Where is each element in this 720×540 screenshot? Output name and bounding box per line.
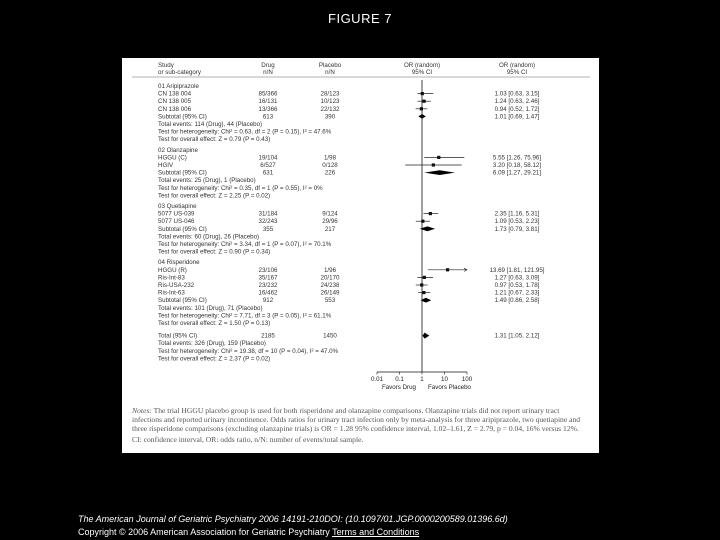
header-study: Study <box>158 62 174 69</box>
total-drug: 2185 <box>261 332 275 340</box>
group-stat-line: Test for heterogeneity: Chi² = 0.63, df = 2 (P = 0.15), I² = 47.6% <box>158 128 332 136</box>
header-placebo-nn: n/N <box>325 69 335 76</box>
group-label: 02 Olanzapine <box>158 146 198 154</box>
or-value-text: 2.35 [1.16, 5.31] <box>494 210 540 218</box>
placebo-events: 20/170 <box>320 274 340 282</box>
study-row-point <box>446 268 449 271</box>
drug-events: 6/527 <box>260 162 276 169</box>
study-label: HGGU (C) <box>158 154 187 162</box>
study-row-point <box>423 100 426 103</box>
placebo-events: 24/238 <box>320 282 340 289</box>
drug-events: 23/106 <box>258 266 278 274</box>
group-label: 04 Risperidone <box>158 259 200 267</box>
group-stat-line: Total events: 114 (Drug), 44 (Placebo) <box>158 121 263 128</box>
study-label: CN 138 004 <box>158 90 192 98</box>
header-drug: Drug <box>261 62 275 69</box>
figure-notes <box>132 406 590 445</box>
or-value-text: 5.55 [1.26, 75.96] <box>492 154 542 162</box>
group-stat-line: Test for heterogeneity: Chi² = 0.35, df = 1 (P = 0.55), I² = 0% <box>158 184 323 192</box>
slide-title: FIGURE 7 <box>328 11 392 26</box>
total-stat-line: Test for heterogeneity: Chi² = 19.38, df = 10 (P = 0.04), I² = 47.0% <box>158 347 339 355</box>
study-label: 5077 US-046 <box>158 218 195 226</box>
or-value-text: 0.97 [0.53, 1.78] <box>494 282 540 289</box>
drug-events: 31/184 <box>258 210 278 218</box>
group-stat-line: Total events: 60 (Drug), 26 (Placebo) <box>158 233 260 241</box>
group-stat-line: Test for overall effect: Z = 0.79 (P = 0.43) <box>158 136 271 144</box>
placebo-events: 22/132 <box>320 105 340 113</box>
notes-abbreviations: CI: confidence interval, OR: odds ratio, n/N: number of events/total sample. <box>132 434 364 444</box>
group-stat-line: Test for heterogeneity: Chi² = 3.34, df = 1 (P = 0.07), I² = 70.1% <box>158 241 332 248</box>
x-tick-label: 1 <box>420 376 424 383</box>
drug-events: 16/131 <box>258 98 278 106</box>
subtotal-placebo: 226 <box>324 169 336 177</box>
total-or-text: 1.31 [1.05, 2.12] <box>494 332 540 340</box>
subtotal-placebo: 217 <box>324 225 336 233</box>
total-placebo: 1450 <box>323 332 337 340</box>
group-label: 01 Aripiprazole <box>158 83 199 90</box>
total-label: Total (95% CI) <box>158 332 198 340</box>
or-value-text: 13.69 [1.81, 121.95] <box>489 266 545 274</box>
favors-placebo-label: Favors Placebo <box>428 384 471 391</box>
study-label: HGGU (R) <box>158 266 187 274</box>
terms-link[interactable]: Terms and Conditions <box>332 527 420 537</box>
x-tick-label: 10 <box>441 376 448 383</box>
header-placebo: Placebo <box>318 62 342 69</box>
placebo-events: 1/96 <box>323 266 337 274</box>
group-stat-line: Test for overall effect: Z = 1.50 (P = 0.13) <box>158 320 271 327</box>
study-label: 5077 US-039 <box>158 210 195 218</box>
header-drug-nn: n/N <box>263 69 273 76</box>
subtotal-label: Subtotal (95% CI) <box>158 169 207 177</box>
study-row-point <box>423 276 426 279</box>
header-or-text-ci: 95% CI <box>506 69 528 76</box>
subtotal-label: Subtotal (95% CI) <box>158 297 207 305</box>
drug-events: 32/243 <box>258 218 278 226</box>
study-label: Ris-USA-232 <box>158 282 195 289</box>
study-label: CN 138 005 <box>158 98 192 106</box>
or-value-text: 1.03 [0.63, 3.15] <box>494 90 540 98</box>
placebo-events: 9/124 <box>322 210 338 218</box>
drug-events: 23/232 <box>258 282 278 289</box>
placebo-events: 26/149 <box>320 289 340 297</box>
placebo-events: 10/123 <box>320 98 340 106</box>
x-tick-label: 0.1 <box>395 376 404 383</box>
subtotal-label: Subtotal (95% CI) <box>158 113 207 121</box>
total-stat-line: Total events: 326 (Drug), 159 (Placebo) <box>158 340 266 348</box>
or-value-text: 1.24 [0.63, 2.46] <box>494 98 540 106</box>
or-value-text: 1.27 [0.63, 3.09] <box>494 274 540 282</box>
group-stat-line: Test for overall effect: Z = 2.25 (P = 0.02) <box>158 192 271 200</box>
group-stat-line: Test for overall effect: Z = 0.90 (P = 0.34) <box>158 248 271 256</box>
x-tick-label: 100 <box>461 376 473 383</box>
study-row-point <box>437 156 440 159</box>
journal-citation: The American Journal of Geriatric Psychiatry 2006 14191-210DOI: (10.1097/01.JGP.0000200589.01396.6d) <box>78 514 508 524</box>
subtotal-label: Subtotal (95% CI) <box>158 225 207 233</box>
or-value-text: 3.20 [0.18, 58.12] <box>492 162 542 169</box>
subtotal-placebo: 390 <box>324 113 336 121</box>
subtotal-drug: 613 <box>262 113 274 121</box>
group-stat-line: Test for heterogeneity: Chi² = 7.71, df = 3 (P = 0.05), I² = 61.1% <box>158 312 332 320</box>
subtotal-drug: 631 <box>262 169 274 177</box>
drug-events: 13/366 <box>258 105 278 113</box>
drug-events: 35/167 <box>258 274 278 282</box>
drug-events: 85/366 <box>258 90 278 98</box>
header-or-text: OR (random) <box>498 62 536 69</box>
study-row-point <box>420 107 423 110</box>
drug-events: 16/462 <box>258 289 278 297</box>
header-or-plot: OR (random) <box>403 62 441 69</box>
total-stat-line: Test for overall effect: Z = 2.37 (P = 0.02) <box>158 355 271 363</box>
copyright-text: Copyright © 2006 American Association for Geriatric Psychiatry <box>78 527 330 537</box>
header-or-plot-ci: 95% CI <box>411 69 433 76</box>
or-value-text: 1.09 [0.53, 2.23] <box>494 218 540 226</box>
x-tick-label: 0.01 <box>370 376 384 383</box>
subtotal-or-text: 1.49 [0.86, 2.58] <box>494 297 540 305</box>
subtotal-or-text: 1.73 [0.79, 3.81] <box>494 225 540 233</box>
study-row-point <box>422 291 425 294</box>
forest-plot <box>122 58 599 403</box>
forest-plot-figure <box>122 58 599 453</box>
subtotal-placebo: 553 <box>324 297 336 305</box>
notes-text: The trial HGGU placebo group is used for both risperidone and olanzapine comparisons. Olanzapine trials did not report urinary tract infections and reported urinary incontinence. Odds ratios for urinary tract infection only by meta-analysis for three aripiprazole, two quetiapine and three risperidone comparisons (excluding olanzapine trials) is OR = 1.28 95% confidence interval, 1.02–1.61, Z = 2.79, p = 0.04, 16% versus 12%. <box>132 406 581 434</box>
study-row-point <box>429 212 432 215</box>
study-label: Ris-Int-63 <box>158 289 185 297</box>
copyright-line <box>78 527 419 537</box>
drug-events: 19/104 <box>258 154 278 162</box>
study-label: CN 138 006 <box>158 105 192 113</box>
group-stat-line: Total events: 101 (Drug), 71 (Placebo) <box>158 304 263 312</box>
or-value-text: 1.21 [0.67, 2.33] <box>494 289 540 297</box>
or-value-text: 0.94 [0.52, 1.72] <box>494 105 540 113</box>
subtotal-drug: 355 <box>262 225 274 233</box>
header-subcategory: or sub-category <box>158 69 201 76</box>
subtotal-or-text: 1.01 [0.69, 1.47] <box>494 113 540 121</box>
placebo-events: 29/96 <box>322 218 338 226</box>
study-label: HGIV <box>158 162 174 169</box>
placebo-events: 28/123 <box>320 90 340 98</box>
subtotal-diamond <box>424 170 455 175</box>
placebo-events: 1/98 <box>323 154 337 162</box>
study-row-point <box>432 163 435 166</box>
favors-drug-label: Favors Drug <box>381 384 416 391</box>
group-label: 03 Quetiapine <box>158 203 197 210</box>
total-diamond <box>422 333 429 339</box>
subtotal-or-text: 6.09 [1.27, 29.21] <box>492 169 542 177</box>
group-stat-line: Total events: 25 (Drug), 1 (Placebo) <box>158 177 256 185</box>
notes-lead: Notes: <box>132 406 152 415</box>
placebo-events: 0/128 <box>322 162 338 169</box>
study-label: Ris-Int-83 <box>158 274 185 282</box>
subtotal-drug: 912 <box>262 297 274 305</box>
